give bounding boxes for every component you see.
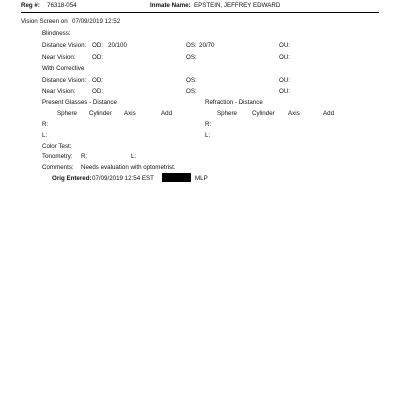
corrective-near-os-label: OS: [186, 88, 197, 95]
orig-entered-label: Orig Entered: [52, 175, 92, 182]
orig-entered-initials: MLP [195, 175, 208, 182]
glasses-right-label: R: [42, 121, 49, 128]
refraction-sphere-header: Sphere [217, 110, 237, 117]
refraction-add-header: Add [323, 110, 335, 117]
near-od-label: OD: [92, 54, 104, 61]
refraction-axis-header: Axis [288, 110, 300, 117]
near-ou-label: OU: [279, 54, 291, 61]
glasses-cylinder-header: Cylinder [89, 110, 112, 117]
distance-os-label: OS: [186, 42, 197, 49]
orig-entered-datetime: 07/09/2019 12:54 EST [92, 175, 154, 182]
vision-screen-label: Vision Screen on [21, 18, 68, 25]
tonometry-label: Tonometry: [42, 153, 73, 160]
present-glasses-heading: Present Glasses - Distance [42, 99, 117, 106]
corrective-distance-vision-label: Distance Vision: [42, 77, 87, 84]
glasses-axis-header: Axis [124, 110, 136, 117]
distance-os-value: 20/70 [199, 42, 215, 49]
corrective-distance-od-label: OD: [92, 77, 104, 84]
distance-vision-label: Distance Vision: [42, 42, 87, 49]
distance-od-value: 20/100 [108, 42, 127, 49]
corrective-distance-ou-label: OU: [279, 77, 291, 84]
distance-od-label: OD: [92, 42, 104, 49]
corrective-near-od-label: OD: [92, 88, 104, 95]
refraction-left-label: L: [205, 132, 211, 139]
glasses-add-header: Add [161, 110, 173, 117]
redaction-box [162, 173, 191, 182]
corrective-near-ou-label: OU: [279, 88, 291, 95]
tonometry-right-label: R: [81, 153, 88, 160]
corrective-near-vision-label: Near Vision: [42, 88, 76, 95]
reg-label: Reg #: [21, 2, 40, 9]
refraction-right-label: R: [205, 121, 212, 128]
inmate-name: EPSTEIN, JEFFREY EDWARD [194, 2, 281, 9]
corrective-distance-os-label: OS: [186, 77, 197, 84]
distance-ou-label: OU: [279, 42, 291, 49]
tonometry-left-label: L: [131, 153, 137, 160]
comments-text: Needs evaluation with optometrist. [81, 164, 176, 171]
glasses-sphere-header: Sphere [57, 110, 77, 117]
comments-label: Comments: [42, 164, 74, 171]
refraction-cylinder-header: Cylinder [252, 110, 275, 117]
blindness-label: Blindness: [42, 30, 71, 37]
with-corrective-label: With Corrective [42, 65, 85, 72]
reg-number: 76318-054 [47, 2, 77, 9]
inmate-name-label: Inmate Name: [150, 2, 191, 9]
near-vision-label: Near Vision: [42, 54, 76, 61]
refraction-heading: Refraction - Distance [205, 99, 263, 106]
glasses-left-label: L: [42, 132, 48, 139]
header-divider [21, 12, 379, 13]
vision-screen-datetime: 07/09/2019 12:52 [72, 18, 121, 25]
near-os-label: OS: [186, 54, 197, 61]
color-test-label: Color Test: [42, 143, 72, 150]
